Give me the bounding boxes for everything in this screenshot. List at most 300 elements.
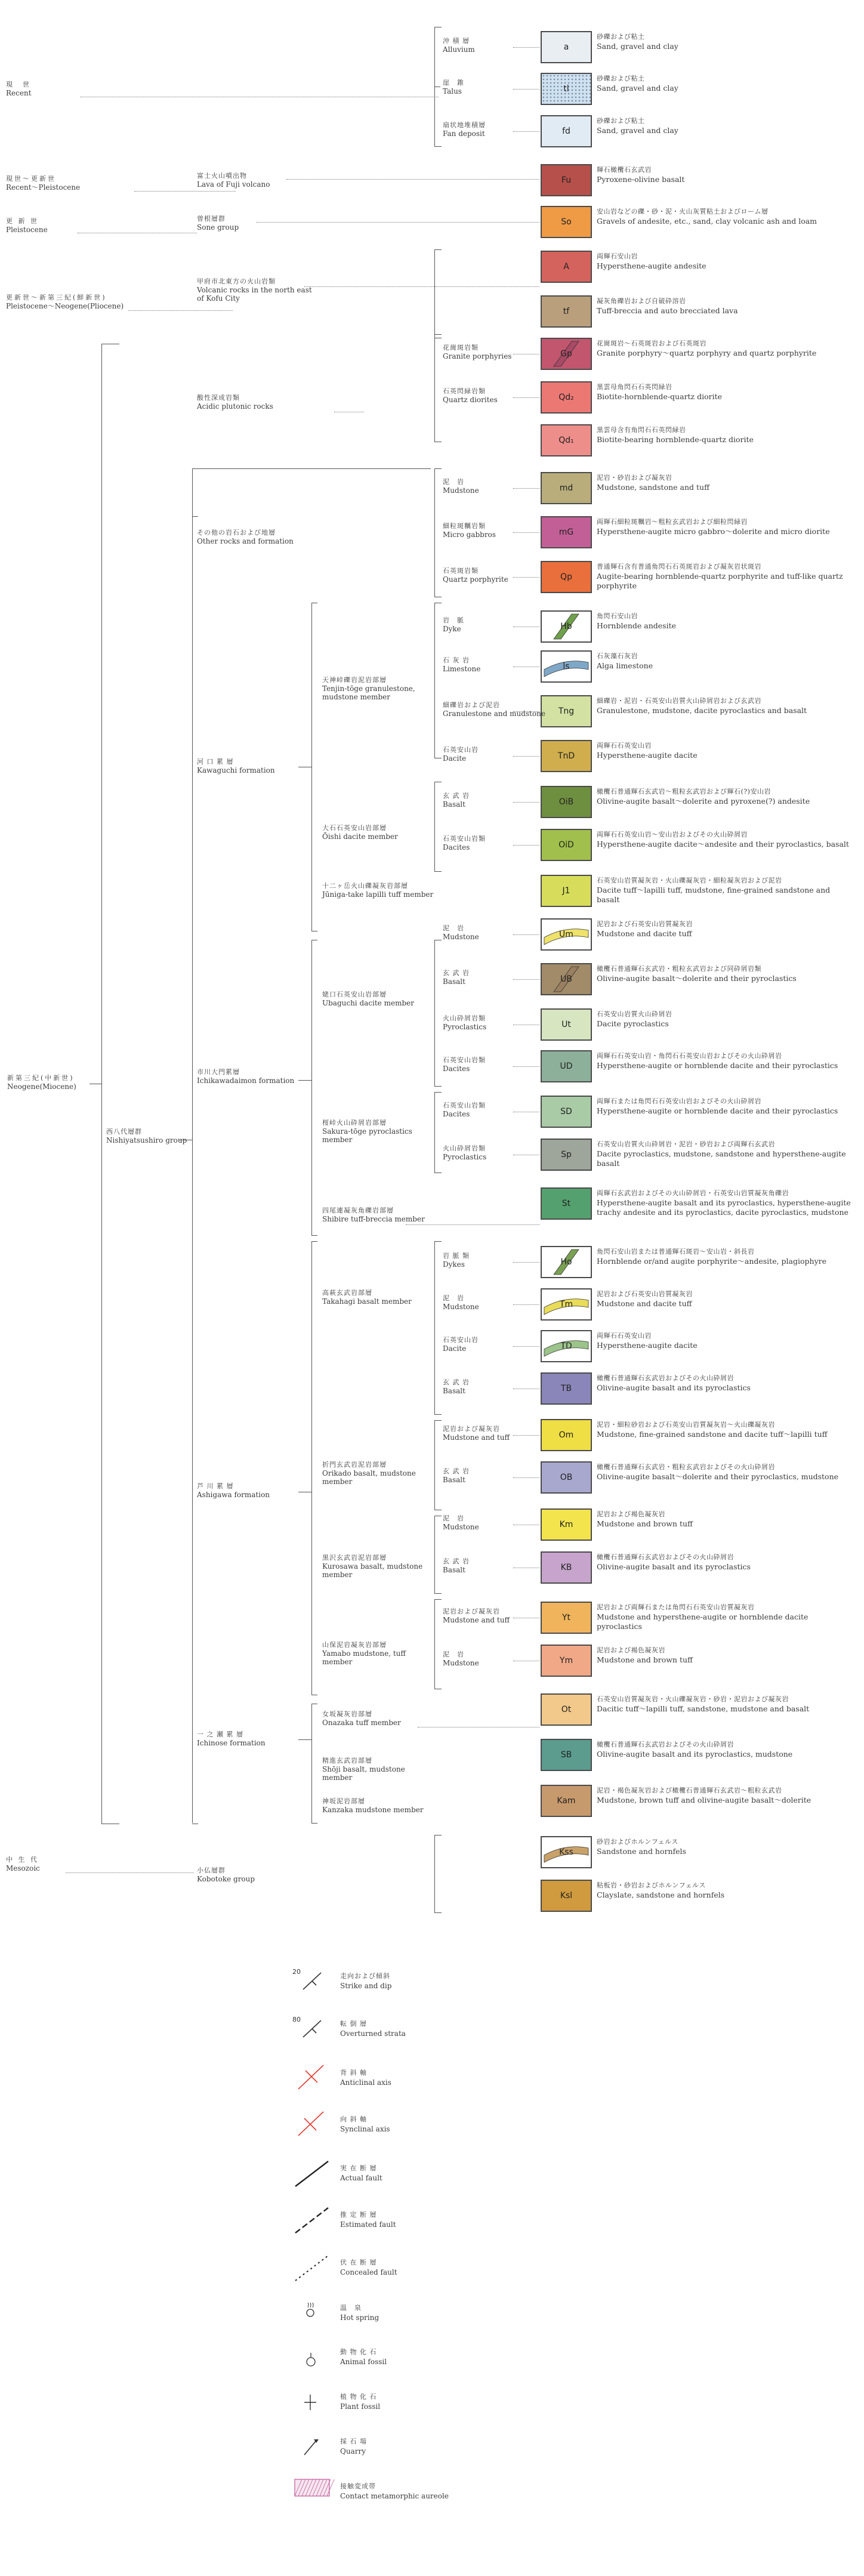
unit-description [597,1331,853,1350]
formation-label-ja: 一 之 瀬 累 層 [197,1730,243,1738]
bracket-line [311,1823,317,1824]
bracket-line [311,1704,312,1823]
unit-code: Tm [559,1300,573,1309]
unit-swatch-oid [541,829,592,861]
symbol-label-ja: 走向および傾斜 [340,1972,390,1980]
unit-name-ja: 泥岩および凝灰岩 [443,1608,500,1615]
unit-code: tf [563,307,570,316]
unit-name-ja: 石英安山岩類 [443,1102,486,1109]
unit-name [443,969,470,986]
unit-name-en: Basalt [443,1476,465,1484]
bracket-line [192,516,198,517]
unit-code: Om [558,1430,574,1440]
unit-code: Ut [561,1020,571,1029]
bracket-line [434,782,435,871]
unit-description-ja: 泥岩・褐色凝灰岩および橄欖石普通輝石玄武岩～粗粒玄武岩 [597,1787,782,1794]
bracket-line [311,940,312,1235]
unit-name [443,344,511,360]
unit-name-ja: 石英安山岩類 [443,835,486,843]
unit-description [597,830,853,849]
leader-dotted-line [513,47,539,48]
symbol-label-en: Strike and dip [340,1982,392,1990]
leader-dotted-line [66,1872,194,1873]
unit-description-en: Biotite-bearing hornblende-quartz diorite [597,435,754,444]
unit-description [597,32,853,51]
unit-description [597,696,853,715]
unit-description [597,425,853,445]
member-label-en: Onazaka tuff member [322,1719,401,1727]
bracket-line [434,1599,435,1689]
member-label-en: Shibire tuff-breccia member [322,1215,425,1223]
bracket-line [101,344,102,1824]
unit-name-ja: 泥 岩 [443,1651,464,1658]
unit-swatch-ub [541,963,592,995]
unit-code: Km [559,1520,573,1529]
unit-description-ja: 両輝石または角閃石石英安山岩およびその火山砕屑岩 [597,1097,761,1105]
unit-code: Qp [560,572,572,582]
unit-description-ja: 橄欖石普通輝石玄武岩およびその火山砕屑岩 [597,1374,734,1382]
unit-description [597,207,853,226]
unit-description-ja: 安山岩などの礫・砂・泥・火山灰質粘土およびローム層 [597,208,769,215]
hotspring-label [340,2303,379,2322]
unit-code: tl [563,84,569,94]
group-label-en: Sone group [197,223,239,232]
unit-description [597,1695,853,1714]
unit-code: Fu [561,175,572,185]
unit-description [597,1510,853,1529]
unit-name-en: Dacites [443,1110,470,1118]
formation-label [197,1482,270,1499]
unit-name-ja: 玄 武 岩 [443,1557,470,1565]
member-label [322,676,436,701]
aureole-symbol-icon [292,2476,332,2497]
member-label [322,1461,436,1486]
unit-description-ja: 両輝石石英安山岩 [597,1332,652,1340]
unit-description-en: Sand, gravel and clay [597,42,678,51]
anticline-label [340,2068,391,2087]
unit-name-ja: 石英安山岩 [443,746,479,754]
leader-dotted-line [513,89,539,90]
unit-swatch-td [541,1330,592,1362]
unit-swatch-oib [541,786,592,818]
age-label-ja: 現 世 [6,81,31,88]
unit-description-en: Clayslate, sandstone and hornfels [597,1890,725,1899]
plant-symbol-icon [292,2386,334,2416]
member-label-ja: 桜峠火山砕屑岩部層 [322,1119,387,1127]
bracket-line [434,1835,435,1912]
symbol-label-ja: 実 在 断 層 [340,2164,377,2172]
unit-swatch-qd [541,381,592,414]
unit-name-en: Basalt [443,1566,465,1574]
unit-description-ja: 橄欖石普通輝石玄武岩・粗粒玄武岩および同砕屑岩類 [597,965,761,973]
unit-description-ja: 橄欖石普通輝石玄武岩およびその火山砕屑岩 [597,1741,734,1748]
symbol-label-en: Anticlinal axis [340,2078,391,2087]
unit-swatch-um [541,918,592,951]
age-label-ja: 更新世～新第三紀(鮮新世) [6,294,107,301]
leader-dotted-line [406,1224,539,1225]
unit-code: Sp [561,1150,572,1159]
group-label [197,215,239,232]
unit-code: Ot [561,1705,572,1714]
unit-description [597,562,853,591]
age-label-en: Mesozoic [6,1864,40,1872]
unit-name [443,1102,486,1118]
age-label [6,1856,40,1872]
unit-description [597,1786,853,1805]
unit-swatch-sd [541,1096,592,1128]
unit-description [597,74,853,93]
unit-description-ja: 普通輝石含有普通角閃石石英斑岩および凝灰岩状斑岩 [597,563,761,570]
unit-description [597,1140,853,1168]
unit-name [443,616,464,633]
unit-swatch-tm [541,1288,592,1321]
unit-swatch-a [541,251,592,283]
unit-description [597,964,853,983]
formation-label [197,1068,294,1085]
age-label-en: Pleistocene～Neogene(Pliocene) [6,302,124,310]
unit-description-ja: 砂礫および粘土 [597,75,645,82]
aureole-label [340,2482,449,2501]
member-label-en: Tenjin-tōge granulestone, mudstone member [322,684,415,701]
unit-description [597,1740,853,1759]
symbol-label-ja: 採 石 場 [340,2438,367,2445]
unit-description-en: Mudstone and hypersthene-augite or hornblende dacite pyroclastics [597,1612,809,1631]
unit-name-ja: 細礫岩および泥岩 [443,701,500,709]
bracket-line [434,1092,435,1173]
bracket-line [298,1739,311,1740]
unit-description-ja: 両輝石安山岩 [597,252,638,260]
unit-description [597,1097,853,1116]
unit-description-en: Dacitic tuff～lapilli tuff, sandstone, mudstone and basalt [597,1704,810,1713]
unit-code: Tng [558,707,575,716]
unit-description-ja: 細礫岩・泥岩・石英安山岩質火山砕屑岩および玄武岩 [597,697,761,705]
unit-name-ja: 玄 武 岩 [443,969,470,977]
unit-code: Kam [557,1796,576,1806]
bracket-line [434,1912,442,1913]
unit-code: A [563,262,569,272]
member-label-en: Takahagi basalt member [322,1297,412,1306]
unit-description-ja: 石英安山岩質凝灰岩・火山礫凝灰岩・細粒凝灰岩および泥岩 [597,877,782,884]
unit-description [597,1010,853,1029]
unit-description [597,787,853,806]
strike-label [340,1972,391,1991]
leader-dotted-line [513,1066,539,1067]
unit-name-en: Dacite [443,754,467,763]
unit-code: Yt [561,1613,571,1622]
member-label-ja: 四尾連凝灰角礫岩部層 [322,1207,394,1214]
unit-description [597,473,853,492]
unit-description-en: Olivine-augite basalt～dolerite and pyroxene(?) andesite [597,797,810,806]
unit-name [443,656,480,673]
member-label-en: Kanzaka mudstone member [322,1806,424,1814]
unit-code: TB [560,1384,572,1393]
symbol-label-ja: 伏 在 断 層 [340,2259,377,2266]
unit-name-en: Mudstone and tuff [443,1616,510,1624]
unit-code: So [561,217,572,227]
member-label-en: Orikado basalt, mudstone member [322,1469,416,1486]
member-label-en: Kurosawa basalt, mudstone member [322,1562,423,1579]
symbol-label-ja: 植 物 化 石 [340,2393,377,2401]
bracket-line [298,1080,311,1081]
actual-symbol-icon [292,2158,334,2188]
leader-dotted-line [513,979,539,980]
group-label [197,277,316,303]
group-label-ja: 富士火山噴出物 [197,172,247,180]
group-label-ja: 曽根層群 [197,215,226,223]
unit-name-en: Limestone [443,665,481,673]
leader-dotted-line [513,131,539,132]
formation-label-ja: 市川大門累層 [197,1068,240,1076]
member-label [322,1641,436,1666]
unit-name [443,478,479,495]
unit-description-en: Hypersthene-augite or hornblende dacite and their pyroclastics [597,1106,838,1115]
unit-name-en: Granite porphyries [443,352,512,360]
bracket-line [434,603,435,758]
member-label [322,1757,436,1782]
unit-description-en: Mudstone, brown tuff and olivine-augite basalt～dolerite [597,1796,811,1804]
bracket-line [192,468,431,469]
unit-code: OiD [558,840,574,850]
formation-label-en: Other rocks and formation [197,537,294,545]
leader-dotted-line [513,1346,539,1347]
age-label-ja: 新第三紀(中新世) [7,1074,75,1082]
age-label [7,1074,76,1091]
bracket-line [434,1092,442,1093]
symbol-label-en: Actual fault [340,2174,382,2182]
unit-name [443,746,479,763]
unit-name [443,1336,479,1353]
age-label [6,81,32,97]
unit-description [597,920,853,939]
unit-code: St [561,1199,571,1208]
overturned-symbol-icon [292,2013,334,2043]
unit-name-en: Quartz diorites [443,396,498,404]
unit-name-en: Alluvium [443,45,475,54]
group-label-en: Acidic plutonic rocks [197,402,273,411]
unit-description-ja: 泥岩および石英安山岩質凝灰岩 [597,920,693,928]
unit-description [597,116,853,135]
unit-name [443,121,486,138]
unit-swatch-ot [541,1693,592,1726]
unit-description-ja: 両輝石玄武岩およびその火山砕屑岩・石英安山岩質凝灰角礫岩 [597,1189,789,1197]
unit-swatch-kss [541,1836,592,1868]
unit-swatch-sp [541,1139,592,1171]
unit-description [597,339,853,358]
unit-name-en: Mudstone [443,1303,479,1311]
unit-description-en: Pyroxene-olivine basalt [597,175,685,184]
unit-description-en: Hornblende or/and augite porphyrite～andesite, plagiophyre [597,1257,827,1266]
unit-code: TnD [557,751,575,761]
unit-name-ja: 石 灰 岩 [443,656,470,664]
unit-description-ja: 両輝石石英安山岩～安山岩およびその火山砕屑岩 [597,831,748,838]
unit-name [443,1014,486,1031]
unit-description-en: Dacite pyroclastics [597,1019,669,1028]
unit-description-en: Mudstone, sandstone and tuff [597,483,709,492]
unit-swatch-ls [541,650,592,683]
unit-swatch-ut [541,1008,592,1041]
symbol-label-ja: 動 物 化 石 [340,2348,377,2356]
formation-label [197,758,275,775]
member-label-ja: 大石石英安山岩部層 [322,824,387,832]
unit-name-en: Dacites [443,1065,470,1073]
member-label [322,824,436,841]
bracket-line [311,1241,317,1242]
member-label [322,1119,436,1144]
formation-label-en: Ashigawa formation [197,1491,270,1499]
unit-name [443,792,470,809]
unit-swatch-ud [541,1050,592,1082]
unit-name-ja: 扇状地堆積層 [443,121,486,129]
unit-swatch-yt [541,1602,592,1634]
unit-description-ja: 橄欖石普通輝石玄武岩およびその火山砕屑岩 [597,1553,734,1561]
unit-description [597,517,853,536]
unit-name-ja: 玄 武 岩 [443,1378,470,1386]
unit-description-en: Sandstone and hornfels [597,1847,686,1856]
group-label [197,172,270,189]
unit-description-en: Dacite pyroclastics, mudstone, sandstone and hypersthene-augite basalt [597,1149,846,1168]
unit-description-en: Hypersthene-augite micro gabbro～dolerite and micro diorite [597,527,830,536]
leader-dotted-line [134,191,236,192]
unit-description-ja: 泥岩および褐色凝灰岩 [597,1510,665,1518]
bracket-line [434,1516,435,1593]
unit-description [597,1420,853,1439]
unit-description-en: Sand, gravel and clay [597,126,678,135]
symbol-label-en: Overturned strata [340,2029,406,2038]
unit-name-ja: 泥岩および凝灰岩 [443,1425,500,1433]
unit-name [443,1294,479,1311]
unit-description [597,165,853,184]
actual-label [340,2164,382,2183]
leader-dotted-line [513,532,539,533]
unit-description-en: Hypersthene-augite andesite [597,261,706,270]
unit-description-ja: 角閃石安山岩 [597,612,638,620]
group-label-en: Lava of Fuji volcano [197,180,270,189]
member-label-ja: 天神峠礫岩泥岩部層 [322,676,387,684]
unit-name-ja: 玄 武 岩 [443,792,470,800]
unit-swatch-a [541,31,592,63]
bracket-line [434,146,442,147]
group-label-en: Nishiyatsushiro group [106,1136,187,1144]
unit-description [597,1051,853,1070]
unit-description-en: Mudstone, fine-grained sandstone and dacite tuff～lapilli tuff [597,1430,828,1439]
unit-description-en: Hypersthene-augite dacite [597,1341,698,1350]
unit-description-en: Hypersthene-augite dacite～andesite and their pyroclastics, basalt [597,840,849,849]
unit-code: ls [563,662,570,671]
unit-swatch-qd [541,424,592,456]
unit-description [597,741,853,760]
unit-swatch-tl [541,73,592,105]
unit-swatch-so [541,206,592,238]
unit-swatch-kb [541,1551,592,1584]
formation-label-en: Kawaguchi formation [197,766,275,775]
unit-name-en: Pyroclastics [443,1023,487,1031]
unit-name-en: Pyroclastics [443,1153,487,1161]
unit-name [443,1378,470,1395]
age-label-ja: 中 生 代 [6,1856,39,1864]
unit-description-en: Mudstone and brown tuff [597,1655,693,1664]
unit-description [597,1463,853,1482]
age-label-en: Recent [6,89,32,97]
symbol-label-ja: 転 倒 層 [340,2020,367,2028]
unit-description-ja: 泥岩および石英安山岩質凝灰岩 [597,1290,693,1298]
unit-code: UB [560,974,572,984]
symbol-label-en: Animal fossil [340,2358,387,2366]
unit-description-en: Olivine-augite basalt and its pyroclastics [597,1383,751,1392]
unit-description-en: Augite-bearing hornblende-quartz porphyrite and tuff-like quartz porphyrite [597,572,843,590]
unit-swatch-fu [541,164,592,196]
unit-name [443,37,475,54]
leader-dotted-line [513,802,539,803]
symbol-label-ja: 推 定 断 層 [340,2211,377,2219]
unit-description-en: Olivine-augite basalt and its pyroclastics [597,1562,751,1571]
bracket-line [434,1241,435,1414]
unit-description [597,1646,853,1665]
unit-swatch-tng [541,695,592,727]
unit-swatch-fd [541,115,592,147]
leader-dotted-line [513,756,539,757]
member-label-ja: 精進玄武岩部層 [322,1757,372,1764]
unit-description-en: Mudstone and dacite tuff [597,1299,692,1308]
unit-swatch-kam [541,1785,592,1817]
plant-label [340,2392,380,2411]
unit-name-ja: 泥 岩 [443,1514,464,1522]
unit-description [597,876,853,905]
unit-description-ja: 黒雲母角閃石石英閃緑岩 [597,383,672,391]
member-label-en: Ubaguchi dacite member [322,999,414,1007]
bracket-line [311,1241,312,1695]
member-label-ja: 折門玄武岩泥岩部層 [322,1461,387,1469]
unit-name [443,1056,486,1073]
unit-swatch-sb [541,1739,592,1771]
unit-swatch-tnd [541,740,592,772]
estimated-symbol-icon [292,2204,334,2234]
concealed-label [340,2258,397,2277]
unit-code: mG [558,527,574,537]
unit-name-en: Mudstone [443,1523,479,1531]
unit-swatch-hb [541,610,592,643]
unit-description [597,252,853,271]
unit-description [597,1289,853,1309]
unit-name [443,1425,510,1442]
quarry-symbol-icon [292,2431,334,2461]
bracket-line [434,1420,442,1421]
unit-description-ja: 凝灰角礫岩および自破砕溶岩 [597,297,686,305]
age-label [6,175,80,192]
unit-description-ja: 両輝石細粒斑糲岩～粗粒玄武岩および細粒閃緑岩 [597,518,748,526]
unit-name-ja: 崖 錐 [443,79,464,87]
unit-description-en: Mudstone and dacite tuff [597,929,692,938]
unit-swatch-md [541,472,592,504]
member-label-en: Sakura-tōge pyroclastics member [322,1127,412,1144]
bracket-line [434,468,435,597]
member-label-ja: 山保泥岩凝灰岩部層 [322,1641,387,1649]
syncline-label [340,2115,390,2134]
unit-name-ja: 石英閃緑岩類 [443,387,486,395]
unit-name-ja: 岩 脈 類 [443,1252,470,1260]
unit-swatch-tf [541,295,592,328]
unit-code: fd [562,127,570,136]
unit-name [443,835,486,852]
age-label-en: Neogene(Miocene) [7,1082,76,1091]
unit-description [597,382,853,402]
leader-dotted-line [513,1477,539,1478]
unit-description-ja: 泥岩・細粒砂岩および石英安山岩質凝灰岩～火山礫凝灰岩 [597,1421,775,1429]
group-label [197,394,273,411]
unit-name-ja: 泥 岩 [443,478,464,486]
unit-name-ja: 玄 武 岩 [443,1467,470,1475]
unit-name [443,1608,510,1624]
unit-code: UD [560,1062,573,1071]
